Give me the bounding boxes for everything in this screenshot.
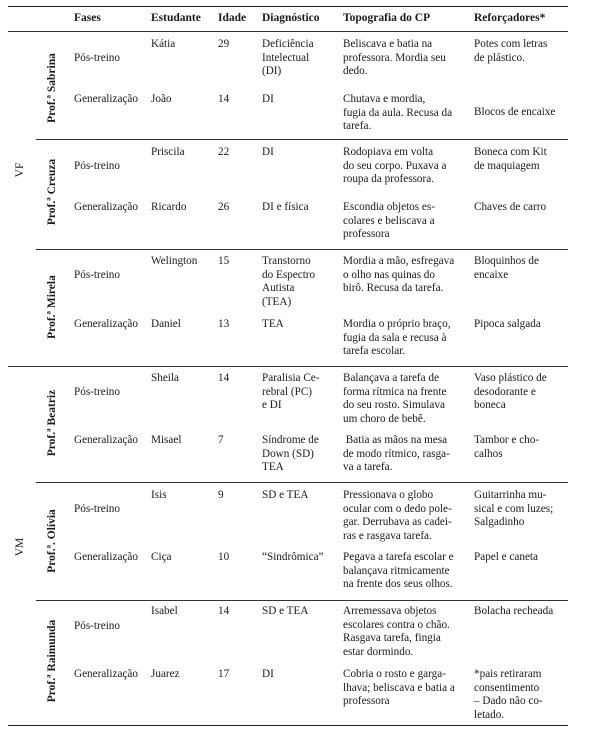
teacher-label-creuza: Prof.ª Creuza (46, 158, 58, 226)
row-reforcadores: Potes com letras de plástico. (474, 38, 548, 64)
row-fase: Generalização (74, 93, 138, 105)
row-topografia: Balançava a tarefa de forma rítmica na frente do seu rosto. Simulava um choro de bebê. (343, 372, 447, 425)
row-estudante: Daniel (151, 318, 181, 330)
row-idade: 7 (218, 434, 224, 446)
row-idade: 14 (218, 93, 230, 105)
row-estudante: Ricardo (151, 201, 187, 213)
row-reforcadores: Vaso plástico de desodorante e boneca (474, 372, 547, 412)
header-rule (8, 31, 568, 32)
teacher-label-olivia: Prof.ª. Olívia (46, 509, 58, 573)
row-estudante: Priscila (151, 146, 185, 158)
row-fase: Generalização (74, 434, 138, 446)
row-diagnostico: DI (262, 146, 274, 158)
row-reforcadores: Bolacha recheada (474, 605, 554, 617)
row-fase: Pós-treino (74, 269, 120, 281)
row-topografia: Rodopiava em volta do seu corpo. Puxava a roupa da professora. (343, 146, 447, 186)
row-reforcadores: Tambor e cho- calhos (474, 434, 540, 460)
row-topografia: Batia as mãos na mesa de modo rítmico, rasga- va a tarefa. (343, 434, 450, 474)
row-topografia: Arremessava objetos escolares contra o chão. Rasgava tarefa, fingia estar dormindo. (343, 605, 450, 658)
row-diagnostico: TEA (262, 318, 284, 330)
row-estudante: João (151, 93, 172, 105)
row-idade: 17 (218, 668, 230, 680)
row-diagnostico: Síndrome de Down (SD) TEA (262, 434, 319, 474)
row-topografia: Chutava e mordia, fugia da aula. Recusa da tarefa. (343, 93, 453, 133)
row-diagnostico: DI (262, 93, 274, 105)
header-reforcadores: Reforçadores* (474, 12, 546, 24)
group-divider (8, 366, 568, 367)
row-estudante: Kátia (151, 38, 176, 50)
row-topografia: Mordia a mão, esfregava o olho nas quinas do birô. Recusa da tarefa. (343, 255, 455, 295)
row-reforcadores: Papel e caneta (474, 551, 538, 563)
row-diagnostico: SD e TEA (262, 489, 309, 501)
row-reforcadores: Boneca com Kit de maquiagem (474, 146, 547, 172)
row-estudante: Juarez (151, 668, 180, 680)
row-diagnostico: Deficiência Intelectual (DI) (262, 38, 314, 78)
row-reforcadores: Bloquinhos de encaixe (474, 255, 539, 281)
row-idade: 14 (218, 372, 230, 384)
row-topografia: Beliscava e batia na professora. Mordia seu dedo. (343, 38, 446, 78)
row-diagnostico: DI e física (262, 201, 309, 213)
row-reforcadores: Blocos de encaixe (474, 106, 556, 118)
row-fase: Pós-treino (74, 52, 120, 64)
header-idade: Idade (218, 12, 247, 24)
row-idade: 13 (218, 318, 230, 330)
row-fase: Generalização (74, 551, 138, 563)
row-fase: Generalização (74, 668, 138, 680)
header-estudante: Estudante (151, 12, 201, 24)
row-reforcadores: Chaves de carro (474, 201, 547, 213)
row-idade: 22 (218, 146, 230, 158)
teacher-label-mirela: Prof.ª Mirela (46, 275, 58, 339)
row-topografia: Mordia o próprio braço, fugia da sala e recusa à tarefa escolar. (343, 318, 451, 358)
row-idade: 26 (218, 201, 230, 213)
teacher-label-raimunda: Prof.ª Raimunda (46, 619, 58, 703)
teacher-label-beatriz: Prof.ª Beatriz (46, 389, 58, 457)
row-fase: Pós-treino (74, 386, 120, 398)
row-fase: Pós-treino (74, 160, 120, 172)
header-topografia: Topografia do CP (343, 12, 431, 24)
row-fase: Pós-treino (74, 620, 120, 632)
row-idade: 14 (218, 605, 230, 617)
teacher-divider (36, 600, 568, 601)
row-reforcadores: Pipoca salgada (474, 318, 541, 330)
row-topografia: Escondia objetos es- colares e beliscava a professora (343, 201, 435, 241)
row-idade: 10 (218, 551, 230, 563)
row-topografia: Cobria o rosto e garga- lhava; beliscava e batia a professora (343, 668, 455, 708)
row-estudante: Welington (151, 255, 198, 267)
row-idade: 15 (218, 255, 230, 267)
teacher-divider (36, 139, 568, 140)
row-reforcadores: Guitarrinha mu- sical e com luzes; Salgadinho (474, 489, 554, 529)
row-fase: Generalização (74, 318, 138, 330)
row-topografia: Pegava a tarefa escolar e balançava ritmicamente na frente dos seus olhos. (343, 551, 454, 591)
row-fase: Pós-treino (74, 503, 120, 515)
group-label-vf: VF (14, 162, 26, 178)
teacher-divider (36, 249, 568, 250)
table-bottom-rule (8, 725, 568, 726)
teacher-label-sabrina: Prof.ª Sabrina (46, 53, 58, 123)
row-estudante: Sheila (151, 372, 179, 384)
row-diagnostico: DI (262, 668, 274, 680)
row-idade: 9 (218, 489, 224, 501)
row-fase: Generalização (74, 201, 138, 213)
table-top-rule (8, 6, 568, 7)
row-reforcadores: *pais retiraram consentimento – Dado não co- letado. (474, 668, 543, 721)
row-diagnostico: “Sindrômica” (262, 551, 324, 563)
header-fases: Fases (74, 12, 101, 24)
row-diagnostico: SD e TEA (262, 605, 309, 617)
row-estudante: Isis (151, 489, 167, 501)
row-diagnostico: Paralisia Ce- rebral (PC) e DI (262, 372, 320, 412)
row-estudante: Ciça (151, 551, 172, 563)
row-estudante: Misael (151, 434, 182, 446)
teacher-divider (36, 482, 568, 483)
header-diagnostico: Diagnóstico (262, 12, 320, 24)
row-idade: 29 (218, 38, 230, 50)
group-label-vm: VM (14, 537, 26, 557)
row-topografia: Pressionava o globo ocular com o dedo pole- gar. Derrubava as cadei- ras e rasgava tarefa. (343, 489, 452, 542)
row-estudante: Isabel (151, 605, 178, 617)
row-diagnostico: Transtorno do Espectro Autista (TEA) (262, 255, 316, 308)
